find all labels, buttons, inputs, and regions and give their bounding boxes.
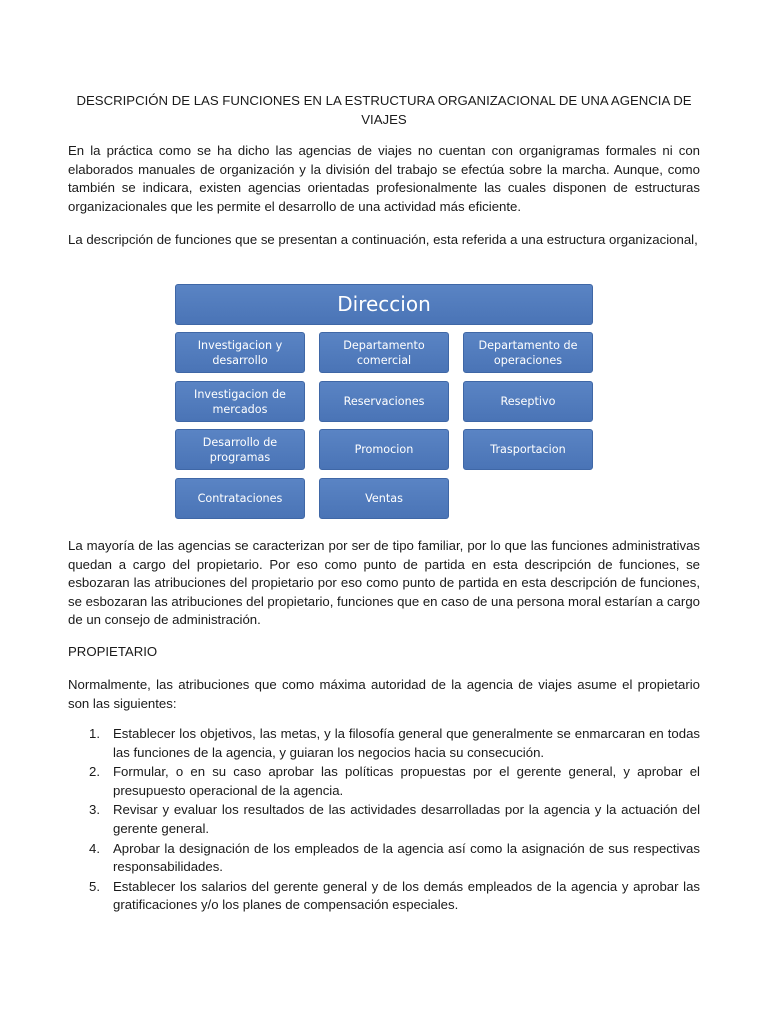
- org-box-trasportacion: Trasportacion: [463, 429, 593, 470]
- org-box-ventas: Ventas: [319, 478, 449, 519]
- list-item-text: Establecer los salarios del gerente general y de los demás empleados de la agencia y aprobar las gratificaciones y/o los planes de compensación especiales.: [113, 878, 700, 913]
- list-item: [89, 725, 700, 762]
- list-item-text: Revisar y evaluar los resultados de las actividades desarrolladas por la agencia y la actuación del gerente general.: [113, 802, 700, 836]
- list-item-text: Establecer los objetivos, las metas, y la filosofía general que generalmente se enmarcaran en todas las funciones de la agencia, y guiaran los negocios hacia su consecución.: [113, 726, 700, 760]
- list-item: [89, 878, 700, 915]
- list-item: [89, 840, 700, 877]
- owner-duties-intro: Normalmente, las atribuciones que como máxima autoridad de la agencia de viajes asume el propietario son las siguientes:: [68, 677, 700, 711]
- org-box-reservaciones: Reservaciones: [319, 381, 449, 422]
- intro-paragraph: En la práctica como se ha dicho las agencias de viajes no cuentan con organigramas formales ni con elaborados manuales de organización y la división del trabajo se efectúa sobre la marcha. Aunque, como también se indicara, existen agencias orientadas profesionalmente las cuales disponen de estructuras organizacionales que les permite el desarrollo de una actividad más eficiente.: [68, 143, 700, 214]
- section-heading-propietario: PROPIETARIO: [68, 644, 158, 659]
- org-box-departamento-comercial: Departamento comercial: [319, 332, 449, 373]
- document-title: DESCRIPCIÓN DE LAS FUNCIONES EN LA ESTRUCTURA ORGANIZACIONAL DE UNA AGENCIA DE VIAJES: [76, 93, 692, 127]
- list-item: [89, 801, 700, 838]
- list-number: 2.: [89, 764, 100, 780]
- org-box-investigacion-mercados: Investigacion de mercados: [175, 381, 305, 422]
- functions-intro-paragraph: La descripción de funciones que se presentan a continuación, esta referida a una estructura organizacional,: [68, 232, 698, 247]
- org-box-departamento-operaciones: Departamento de operaciones: [463, 332, 593, 373]
- list-number: 3.: [89, 802, 100, 818]
- org-box-promocion: Promocion: [319, 429, 449, 470]
- list-number: 5.: [89, 878, 100, 894]
- org-box-reseptivo: Reseptivo: [463, 381, 593, 422]
- org-box-desarrollo-programas: Desarrollo de programas: [175, 429, 305, 470]
- org-box-direccion: Direccion: [175, 284, 593, 325]
- list-item-text: Aprobar la designación de los empleados de la agencia así como la asignación de sus respectivas responsabilidades.: [113, 840, 700, 875]
- org-box-investigacion-desarrollo: Investigacion y desarrollo: [175, 332, 305, 373]
- list-number: 4.: [89, 840, 100, 856]
- org-box-contrataciones: Contrataciones: [175, 478, 305, 519]
- family-agencies-paragraph: La mayoría de las agencias se caracterizan por ser de tipo familiar, por lo que las funciones administrativas quedan a cargo del propietario. Por eso como punto de partida en esta descripción de funciones, se esbozaran las atribuciones del propietario por eso como punto de partida en esta descripción de funciones, se esbozaran las atribuciones del propietario, funciones que en caso de una persona moral estarían a cargo de un consejo de administración.: [68, 538, 700, 628]
- list-item: [89, 763, 700, 800]
- list-item-text: Formular, o en su caso aprobar las políticas propuestas por el gerente general, y aprobar el presupuesto operacional de la agencia.: [113, 764, 700, 798]
- list-number: 1.: [89, 726, 100, 741]
- owner-duties-list: [68, 725, 700, 916]
